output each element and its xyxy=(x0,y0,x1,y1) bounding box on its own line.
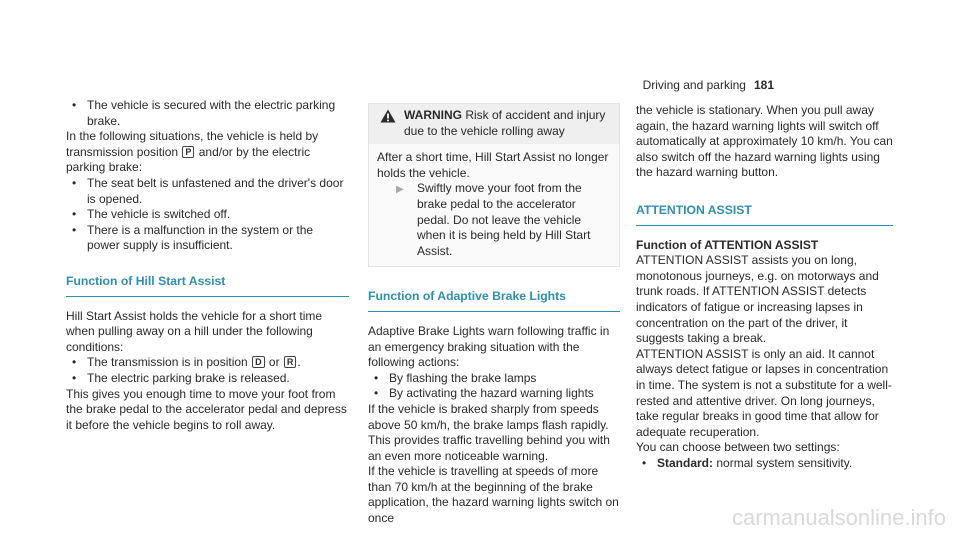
paragraph-held: In the following situations, the vehicle is held by transmission position P and/or by the electric parking brake: xyxy=(66,129,319,175)
paragraph-settings: You can choose between two settings: xyxy=(636,440,840,455)
heading-hill-start: Function of Hill Start Assist xyxy=(66,274,349,297)
paragraph-abl-intro: Adaptive Brake Lights warn following traffic in an emergency braking situation with the following actions: xyxy=(368,323,610,370)
paragraph-abl-flash: If the vehicle is braked sharply from speeds above 50 km/h, the brake lamps flash rapidly. This provides traffic travelling behind you with an even more noticeable warning. xyxy=(368,401,610,463)
section-title: Driving and parking xyxy=(642,78,746,92)
column-2 xyxy=(368,103,620,527)
warning-triangle-icon xyxy=(380,109,396,123)
list-item: • The vehicle is switched off. xyxy=(66,207,349,223)
list-item: • By flashing the brake lamps xyxy=(368,371,620,387)
paragraph-stationary: the vehicle is stationary. When you pull away again, the hazard warning lights will switch off automatically at approximately 10 km/h. You can also switch off the hazard warning lights using the hazard warning button. xyxy=(636,103,893,180)
d-key-icon: D xyxy=(252,356,265,368)
list-item: • By activating the hazard warning lights xyxy=(368,386,620,402)
page-header xyxy=(643,78,774,92)
warning-action: ▶ Swiftly move your foot from the brake pedal to the accelerator pedal. Do not leave the vehicle when it is being held by Hill Start Assist. xyxy=(396,181,591,258)
bullet-standard: • Standard: normal system sensitivity. xyxy=(636,456,893,472)
paragraph-attn-aid: ATTENTION ASSIST is only an aid. It cannot always detect fatigue or lapses in concentration in time. The system is not a substitute for a well-rested and attentive driver. On long journeys, take regular breaks in good time that allow for adequate recuperation. xyxy=(636,346,892,439)
play-arrow-icon: ▶ xyxy=(396,184,404,196)
paragraph-abl-hazard: If the vehicle is travelling at speeds of more than 70 km/h at the beginning of the brake application, the hazard warning lights switch on once xyxy=(368,464,619,526)
warning-heading-text: Risk of accident and injury due to the vehicle rolling away xyxy=(404,108,606,138)
warning-header xyxy=(369,104,619,144)
list-item: • There is a malfunction in the system or the power supply is insufficient. xyxy=(66,223,349,254)
column-1 xyxy=(66,98,349,433)
warning-body xyxy=(369,144,619,266)
paragraph-enough-time: This gives you enough time to move your foot from the brake pedal to the accelerator pedal and depress it before the vehicle begins to roll away. xyxy=(66,386,347,432)
p-key-icon: P xyxy=(182,146,194,158)
paragraph-hill-start: Hill Start Assist holds the vehicle for a short time when pulling away on a hill under the following conditions: xyxy=(66,308,323,354)
bullet-brake-released: • The electric parking brake is released. xyxy=(66,371,349,387)
bullet-transmission: • The transmission is in position D or R . xyxy=(66,355,349,371)
heading-attention-assist: ATTENTION ASSIST xyxy=(636,203,893,226)
watermark: carmanualsonline.info xyxy=(731,505,946,530)
warning-box xyxy=(368,103,620,267)
page-number: 181 xyxy=(753,78,774,92)
heading-adaptive-brake-lights: Function of Adaptive Brake Lights xyxy=(368,289,620,312)
warning-text: After a short time, Hill Start Assist no longer holds the vehicle. xyxy=(377,150,609,180)
bullet-parking-brake: • The vehicle is secured with the electric parking brake. xyxy=(66,98,349,129)
r-key-icon: R xyxy=(284,356,297,368)
list-item: • The seat belt is unfastened and the driver's door is opened. xyxy=(66,176,349,207)
column-3 xyxy=(636,103,893,471)
subheading-function: Function of ATTENTION ASSIST xyxy=(636,237,819,252)
warning-label: WARNING xyxy=(404,108,462,122)
paragraph-attn-assist: ATTENTION ASSIST assists you on long, monotonous journeys, e.g. on motorways and trunk roads. If ATTENTION ASSIST detects indicators of fatigue or increasing lapses in concentration on the part of the driver, it suggests taking a break. xyxy=(636,253,879,346)
